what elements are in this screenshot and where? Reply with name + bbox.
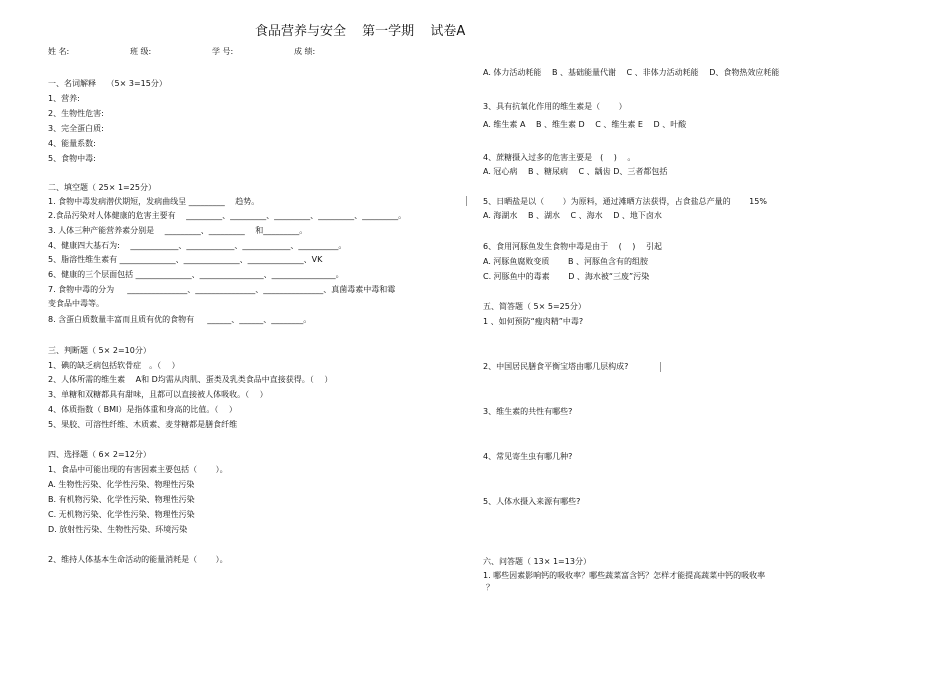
scan-mark (466, 196, 467, 206)
question-line: 3、维生素的共性有哪些? (483, 407, 573, 416)
option-line: A. 海湖水 B 、湖水 C 、海水 D 、地下卤水 (483, 211, 662, 220)
exam-title-subject: 食品营养与安全 (255, 24, 347, 39)
question-line: 4、体质指数（ BMI）是指体重和身高的比值。（ ） (48, 405, 237, 414)
info-id-label: 学 号: (212, 47, 234, 56)
question-line: 1 、如何预防“瘦肉精”中毒? (483, 317, 584, 326)
question-line: 3、单糖和双糖都具有甜味，且都可以直接被人体吸收。（ ） (48, 390, 268, 399)
option-line: D. 放射性污染、生物性污染、环境污染 (48, 525, 188, 534)
info-class-label: 班 级: (130, 47, 152, 56)
question-line: 5、人体水摄入来源有哪些? (483, 497, 581, 506)
question-line: 1、碘的缺乏病包括软骨症 。（ ） (48, 361, 180, 370)
section-2-heading: 二、填空题（ 25× 1=25分） (48, 183, 156, 192)
exam-title (255, 24, 477, 40)
option-line: C. 河豚鱼中的毒素 D 、海水被“三废”污染 (483, 272, 650, 281)
section-3-heading: 三、判断题（ 5× 2=10分） (48, 346, 151, 355)
question-line: 变食品中毒等。 (48, 299, 104, 308)
option-line: A. 生物性污染、化学性污染、物理性污染 (48, 480, 195, 489)
option-line: A. 体力活动耗能 B 、基础能量代谢 C 、非体力活动耗能 D、食物热效应耗能 (483, 68, 780, 77)
question-line: 3、完全蛋白质: (48, 124, 104, 133)
question-line: 2、人体所需的维生素 A和 D均需从肉肌、蛋类及乳类食品中直接获得。（ ） (48, 375, 333, 384)
info-score-label: 成 绩: (294, 47, 316, 56)
question-line: 5、果胶、可溶性纤维、木质素、麦芽糖都是膳食纤维 (48, 420, 238, 429)
question-line: 3、具有抗氧化作用的维生素是（ ） (483, 102, 627, 111)
question-line: 1. 哪些因素影响钙的吸收率？哪些蔬菜富含钙？怎样才能提高蔬菜中钙的吸收率 (483, 571, 766, 580)
question-line: 2、生物性危害: (48, 109, 104, 118)
section-1-heading: 一、名词解释 （5× 3=15分） (48, 79, 167, 88)
section-5-heading: 五、简答题（ 5× 5=25分） (483, 302, 586, 311)
exam-title-paper: 试卷A (430, 24, 466, 39)
option-line: A. 维生素 A B 、维生素 D C 、维生素 E D 、叶酸 (483, 120, 687, 129)
section-4-heading: 四、选择题（ 6× 2=12分） (48, 450, 151, 459)
question-line: ？ (486, 583, 494, 592)
question-line: 3. 人体三种产能营养素分别是 _________、_________ 和_________。 (48, 226, 308, 235)
question-line: 4、能量系数: (48, 139, 96, 148)
option-line: A. 冠心病 B 、糖尿病 C 、龋齿 D、三者都包括 (483, 167, 668, 176)
question-line: 4、健康四大基石为: ____________、____________、____________、__________。 (48, 241, 347, 250)
info-name-label: 姓 名: (48, 47, 70, 56)
question-line: 6、健康的三个层面包括 ______________、________________、________________。 (48, 270, 344, 279)
question-line: 1、营养: (48, 94, 80, 103)
question-line: 6、食用河豚鱼发生食物中毒是由于 ( ) 引起 (483, 242, 662, 251)
question-line: 2、中国居民膳食平衡宝塔由哪几层构成? (483, 362, 629, 371)
question-line: 4、蔗糖摄入过多的危害主要是 ( ) 。 (483, 153, 636, 162)
option-line: A. 河豚鱼腐败变质 B 、河豚鱼含有的组胺 (483, 257, 648, 266)
question-line: 7. 食物中毒的分为 _______________、_______________、_______________、真菌毒素中毒和霉 (48, 285, 396, 294)
question-line: 2、维持人体基本生命活动的能量消耗是（ ）。 (48, 555, 228, 564)
scan-mark (660, 362, 661, 372)
question-line: 5、食物中毒: (48, 154, 96, 163)
question-line: 5、脂溶性维生素有 ______________、______________、______________、VK (48, 255, 323, 264)
question-line: 8. 含蛋白质数量丰富而且质有优的食物有 ______、______、________。 (48, 315, 312, 324)
exam-title-term: 第一学期 (362, 24, 415, 39)
option-line: B. 有机物污染、化学性污染、物理性污染 (48, 495, 195, 504)
option-line: C. 无机物污染、化学性污染、物理性污染 (48, 510, 195, 519)
section-6-heading: 六、问答题（ 13× 1=13分） (483, 557, 591, 566)
question-line: 4、常见寄生虫有哪几种? (483, 452, 573, 461)
question-line: 1、食品中可能出现的有害因素主要包括（ ）。 (48, 465, 228, 474)
question-line: 2.食品污染对人体健康的危害主要有 _________、_________、_________、_________、_________。 (48, 211, 407, 220)
question-line: 1. 食物中毒发病潜伏期短，发病曲线呈 _________ 趋势。 (48, 197, 260, 206)
question-line: 5、日晒盐是以（ ）为原料，通过滩晒方法获得，占食盐总产量的 15% (483, 197, 767, 206)
